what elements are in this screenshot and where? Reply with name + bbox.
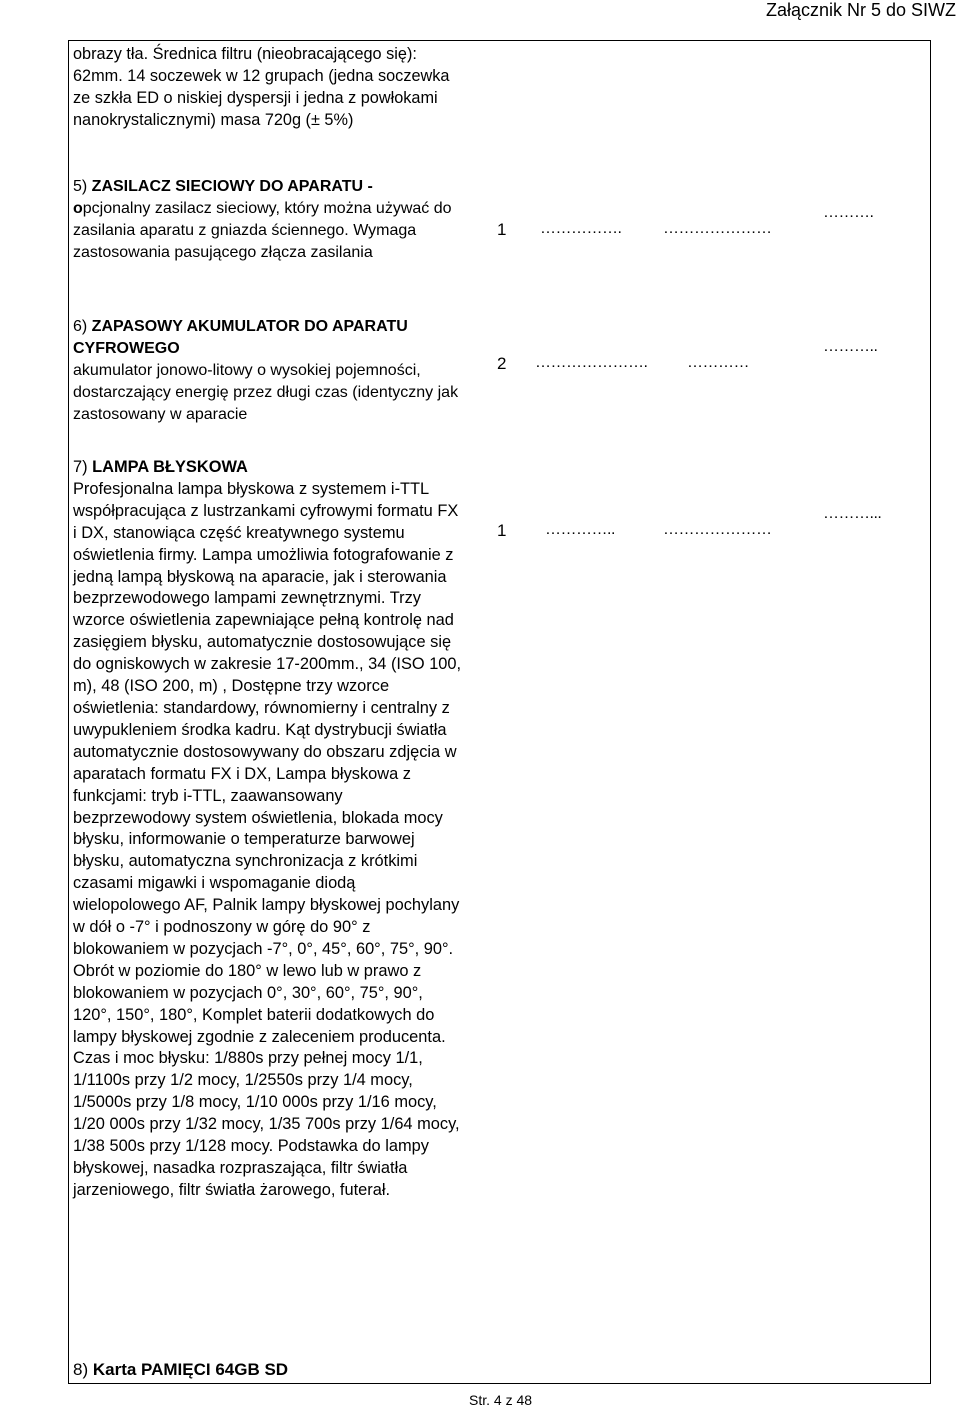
net-value-cell: …………………	[663, 220, 772, 237]
item-title: ZAPASOWY AKUMULATOR DO APARATU CYFROWEGO	[73, 318, 408, 357]
item-number: 5)	[73, 178, 92, 195]
item-title: LAMPA BŁYSKOWA	[92, 458, 248, 476]
item-text: pcjonalny zasilacz sieciowy, który można używać do zasilania aparatu z gniazda ściennego. Wymaga zastosowania pasującego złącza zasilania	[73, 200, 452, 261]
net-value-cell: …………	[687, 354, 749, 371]
item-title: ZASILACZ SIECIOWY DO APARATU -	[91, 178, 373, 195]
gross-value-cell: ……….	[823, 204, 874, 221]
item-description	[73, 1360, 288, 1380]
item-description: obrazy tła. Średnica filtru (nieobracającego się): 62mm. 14 soczewek w 12 grupach (jedna soczewka ze szkła ED o niskiej dyspersji i jedna z powłokami nanokrystalicznymi) masa 720g (± 5%)	[73, 45, 450, 129]
item-quantity: 1	[497, 521, 507, 540]
item-description	[73, 457, 463, 1202]
net-value-cell: …………………	[663, 521, 772, 538]
item-number: 8)	[73, 1360, 93, 1379]
item-quantity: 2	[497, 354, 507, 373]
item-description	[73, 316, 463, 426]
gross-value-cell: ………..	[823, 338, 878, 355]
item-title: Karta PAMIĘCI 64GB SD	[92, 1360, 289, 1379]
page-number: Str. 4 z 48	[469, 1392, 533, 1408]
item-description	[73, 176, 463, 264]
item-text: akumulator jonowo-litowy o wysokiej pojemności, dostarczający energię przez długi czas (identyczny jak zastosowany w aparacie	[73, 362, 459, 423]
item-number: 7)	[73, 458, 93, 476]
gross-value-cell: ………...	[823, 505, 882, 522]
item-text: Profesjonalna lampa błyskowa z systemem i-TTL współpracująca z lustrzankami cyfrowymi formatu FX i DX, stanowiąca część kreatywnego systemu oświetlenia firmy. Lampa umożliwia fotografowanie z jedną lampą błyskową na aparacie, jak i sterowania bezprzewodowego lampami zewnętrznymi. Trzy wzorce oświetlenia zapewniające pełną kontrolę nad zasięgiem błysku, automatycznie dostosowujące się do ogniskowych w zakresie 17-200mm., 34 (ISO 100, m), 48 (ISO 200, m) , Dostępne trzy wzorce oświetlenia: standardowy, równomierny i centralny z uwypukleniem środka kadru. Kąt dystrybucji światła automatycznie dostosowywany do obszaru zdjęcia w aparatach formatu FX i DX, Lampa błyskowa z funkcjami: tryb i-TTL, zaawansowany bezprzewodowy system oświetlenia, blokada mocy błysku, informowanie o temperaturze barwowej błysku, automatyczna synchronizacja z krótkimi czasami migawki i wspomaganie diodą wielopolowego AF, Palnik lampy błyskowej pochylany w dół o -7° i podnoszony w górę do 90° z blokowaniem w pozycjach -7°, 0°, 45°, 60°, 75°, 90°. Obrót w poziomie do 180° w lewo lub w prawo z blokowaniem w pozycjach 0°, 30°, 60°, 75°, 90°, 120°, 150°, 180°, Komplet baterii dodatkowych do lampy błyskowej zgodnie z zaleceniem producenta. Czas i moc błysku: 1/880s przy pełnej mocy 1/1, 1/1100s przy 1/2 mocy, 1/2550s przy 1/4 mocy, 1/5000s przy 1/8 mocy, 1/10 000s przy 1/16 mocy, 1/20 000s przy 1/32 mocy, 1/35 700s przy 1/64 mocy, 1/38 500s przy 1/128 mocy. Podstawka do lampy błyskowej, nasadka rozpraszająca, filtr światła jarzeniowego, filtr światła żarowego, futerał.	[73, 479, 462, 1199]
unit-price-cell: …………..	[545, 521, 615, 538]
item-quantity: 1	[497, 220, 507, 239]
item-number: 6)	[73, 318, 92, 335]
item-title-lead: o	[73, 200, 83, 217]
annex-header: Załącznik Nr 5 do SIWZ	[765, 0, 956, 20]
unit-price-cell: ………………….	[535, 354, 648, 371]
unit-price-cell: …………….	[540, 220, 622, 237]
